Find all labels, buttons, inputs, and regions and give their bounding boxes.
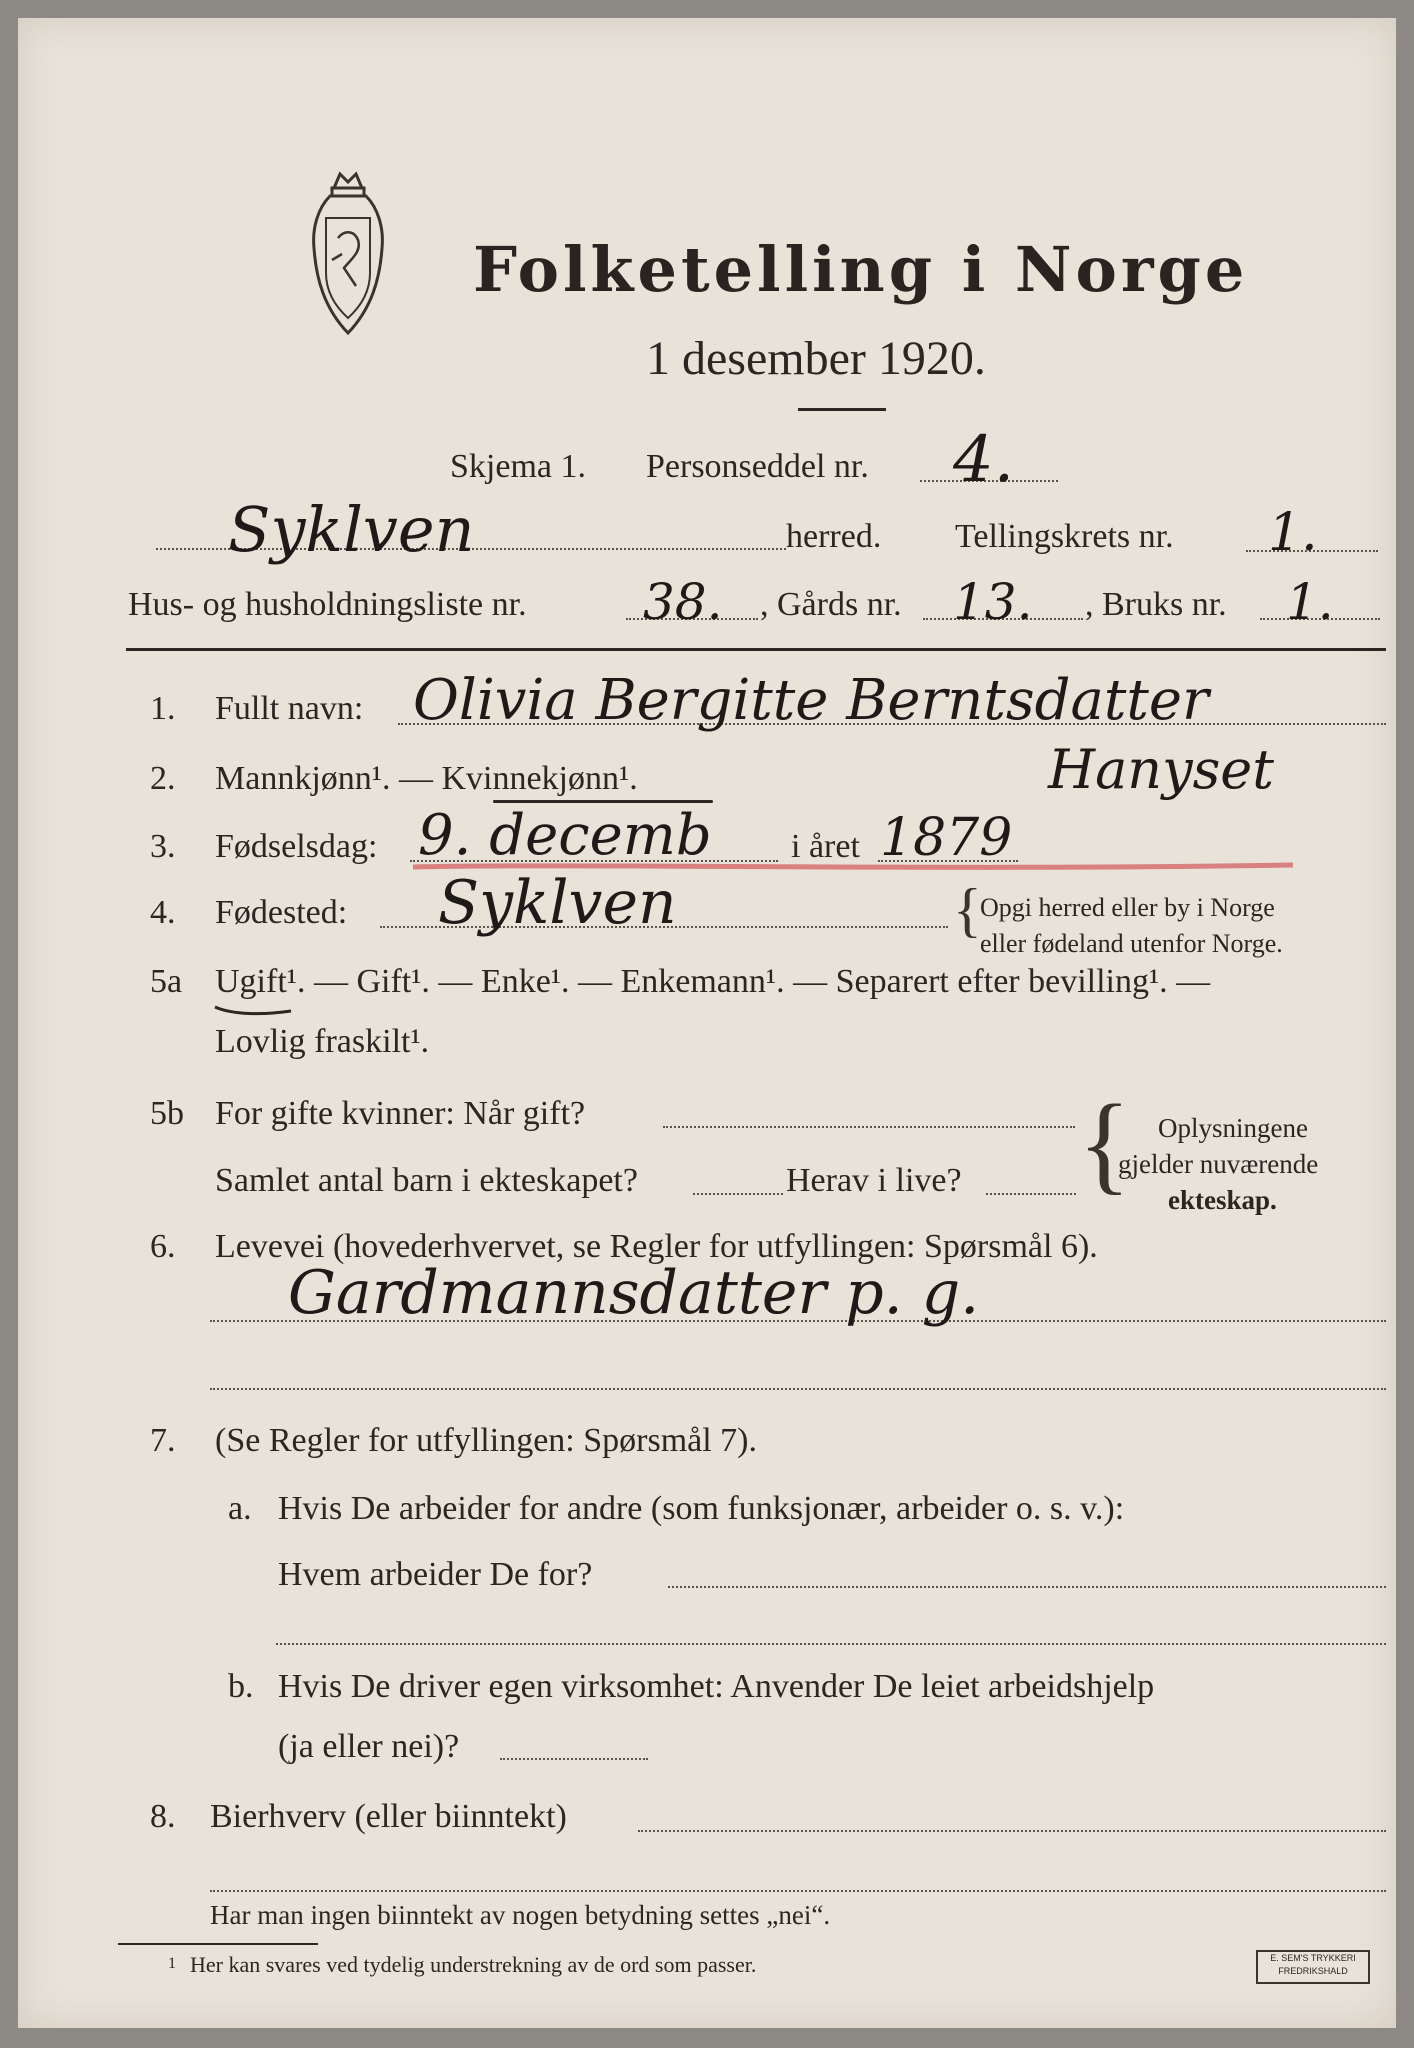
- norwegian-coat-of-arms-icon: [304, 168, 392, 348]
- q6-label: Levevei (hovederhvervet, se Regler for utfyllingen: Spørsmål 6).: [215, 1228, 1098, 1265]
- q2-label: Mannkjønn¹. — Kvinnekjønn¹.: [215, 760, 638, 797]
- q8-line-1: [638, 1830, 1386, 1832]
- q4-number: 4.: [150, 894, 176, 931]
- q7-label: (Se Regler for utfyllingen: Spørsmål 7).: [215, 1422, 758, 1459]
- form-title: Folketelling i Norge: [473, 233, 1249, 306]
- tellingskrets-value[interactable]: 1.: [1268, 503, 1318, 563]
- q5a-label-2: Lovlig fraskilt¹.: [215, 1023, 430, 1060]
- q7a-line-2: [276, 1643, 1386, 1645]
- skjema-label: Skjema 1.: [450, 448, 586, 485]
- q1-full-name-value[interactable]: Olivia Bergitte Berntsdatter: [413, 668, 1209, 733]
- q5b-children-line: [693, 1193, 783, 1195]
- q4-note-1: Opgi herred eller by i Norge: [980, 893, 1275, 922]
- footnote-rule: [118, 1943, 318, 1945]
- q7a-line-1: [668, 1586, 1386, 1588]
- q5a-label: Ugift¹. — Gift¹. — Enke¹. — Enkemann¹. — Separert efter bevilling¹. —: [215, 963, 1211, 1000]
- q2-number: 2.: [150, 760, 176, 797]
- q7a-number: a.: [228, 1490, 252, 1527]
- divider: [798, 408, 886, 411]
- q7-number: 7.: [150, 1422, 176, 1459]
- q5a-underline: [213, 1003, 293, 1017]
- q7b-number: b.: [228, 1668, 254, 1705]
- q1-label: Fullt navn:: [215, 690, 364, 727]
- herred-value[interactable]: Syklven: [228, 493, 475, 566]
- q4-label: Fødested:: [215, 894, 348, 931]
- q4-birthplace-value[interactable]: Syklven: [438, 868, 677, 938]
- q4-brace: {: [953, 877, 982, 943]
- q4-note-2: eller fødeland utenfor Norge.: [980, 929, 1283, 958]
- q5b-label-2: Samlet antal barn i ekteskapet?: [215, 1162, 638, 1199]
- q1-number: 1.: [150, 690, 176, 727]
- q6-line-2: [210, 1388, 1386, 1390]
- q8-line-2: [210, 1890, 1386, 1892]
- footnote-text: Her kan svares ved tydelig understrekning av de ord som passer.: [190, 1952, 757, 1977]
- gards-label: , Gårds nr.: [760, 586, 902, 623]
- herred-label: herred.: [786, 518, 882, 555]
- q7b-line: [500, 1758, 648, 1760]
- q5b-number: 5b: [150, 1095, 184, 1132]
- q8-label: Bierhverv (eller biinntekt): [210, 1798, 567, 1835]
- census-date: 1 desember 1920.: [646, 332, 986, 385]
- q6-occupation-value[interactable]: Gardmannsdatter p. g.: [288, 1258, 980, 1328]
- q5b-label-3: Herav i live?: [786, 1162, 962, 1199]
- bruks-label: , Bruks nr.: [1085, 586, 1227, 623]
- q8-note: Har man ingen biinntekt av nogen betydning settes „nei“.: [210, 1900, 831, 1930]
- q5b-brace: {: [1078, 1082, 1131, 1204]
- q7a-label: Hvis De arbeider for andre (som funksjonær, arbeider o. s. v.):: [278, 1490, 1125, 1527]
- gards-value[interactable]: 13.: [953, 573, 1033, 631]
- q7b-label: Hvis De driver egen virksomhet: Anvender De leiet arbeidshjelp: [278, 1668, 1155, 1705]
- tellingskrets-label: Tellingskrets nr.: [955, 518, 1174, 555]
- census-form-sheet: [18, 18, 1396, 2028]
- q5b-married-line: [663, 1126, 1075, 1128]
- q3-birthday-value[interactable]: 9. decemb: [418, 803, 712, 868]
- personseddel-value[interactable]: 4.: [953, 423, 1015, 497]
- q3-label: Fødselsdag:: [215, 828, 378, 865]
- q3-year-value[interactable]: 1879: [880, 808, 1013, 868]
- q5b-note-3: ekteskap.: [1168, 1185, 1277, 1215]
- printer-stamp: E. SEM'S TRYKKERI FREDRIKSHALD: [1256, 1950, 1370, 1984]
- footnote-mark: 1: [168, 1955, 176, 1972]
- q5b-note-1: Oplysningene: [1158, 1113, 1308, 1143]
- q3-number: 3.: [150, 828, 176, 865]
- q7b-label-2: (ja eller nei)?: [278, 1728, 460, 1765]
- q5b-label: For gifte kvinner: Når gift?: [215, 1095, 586, 1132]
- q8-number: 8.: [150, 1798, 176, 1835]
- husholdning-label: Hus- og husholdningsliste nr.: [128, 586, 527, 623]
- q5b-note-2: gjelder nuværende: [1118, 1149, 1319, 1179]
- header-rule: [126, 648, 1386, 651]
- q6-number: 6.: [150, 1228, 176, 1265]
- q3-year-label: i året: [791, 828, 860, 865]
- q7a-label-2: Hvem arbeider De for?: [278, 1556, 593, 1593]
- husholdning-value[interactable]: 38.: [643, 573, 723, 631]
- q5a-number: 5a: [150, 963, 183, 1000]
- personseddel-label: Personseddel nr.: [646, 448, 869, 485]
- q5b-alive-line: [986, 1193, 1076, 1195]
- bruks-value[interactable]: 1.: [1286, 573, 1334, 631]
- q1-surname-value[interactable]: Hanyset: [1048, 738, 1274, 801]
